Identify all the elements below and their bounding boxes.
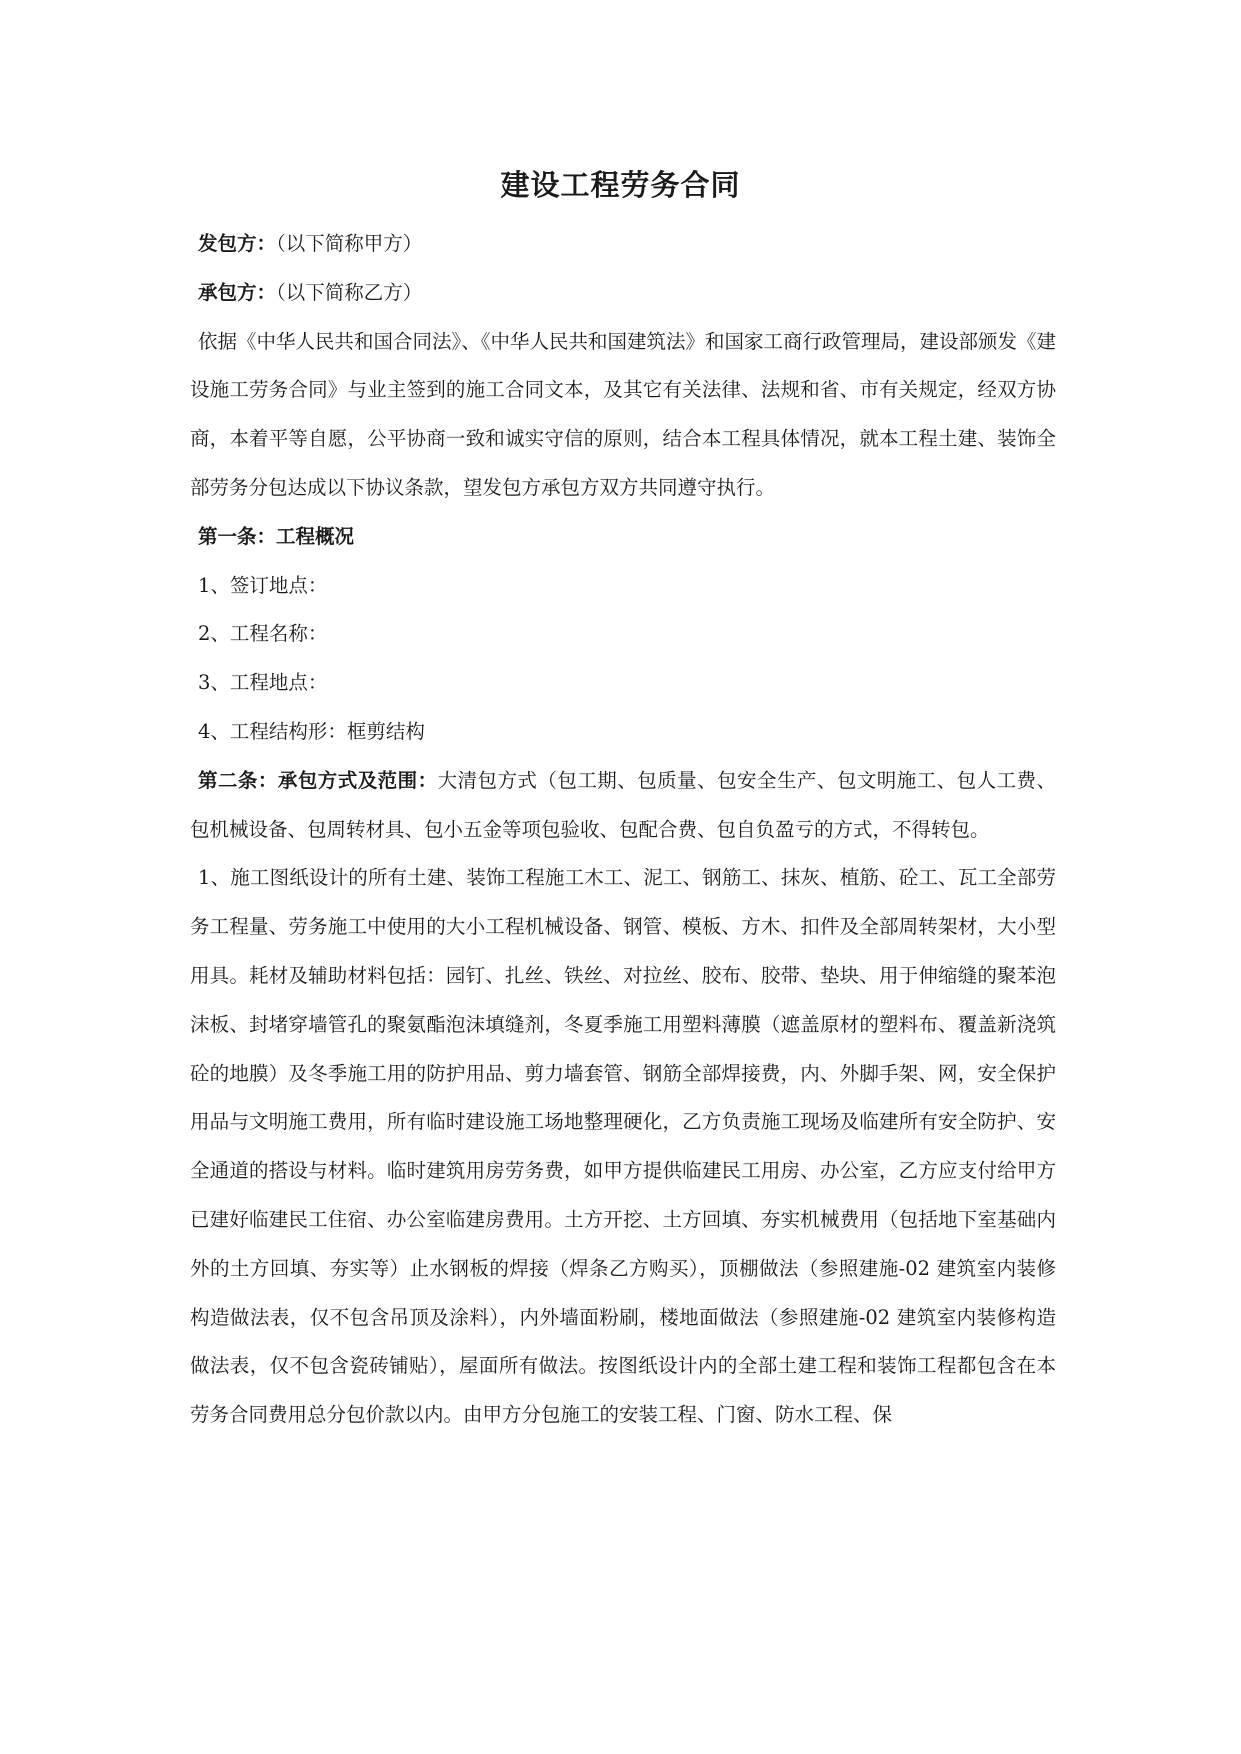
- article1-item-signing-place: 1、签订地点：: [198, 573, 328, 597]
- party-a-line: [190, 220, 1056, 269]
- party-a-label: 发包方：: [198, 232, 277, 255]
- article1-heading: 第一条：工程概况: [198, 524, 355, 548]
- article2-heading: 第二条：承包方式及范围：: [198, 768, 438, 792]
- article2-text: 大清包方式（包工期、包质量、包安全生产、包文明施工、包人工费、包机械设备、包周转材具、包小五金等项包验收、包配合费、包自负盈亏的方式，不得转包。: [190, 768, 1056, 841]
- article2-item1-paragraph: 1、施工图纸设计的所有土建、装饰工程施工木工、泥工、钢筋工、抹灰、植筋、砼工、瓦工全部劳务工程量、劳务施工中使用的大小工程机械设备、钢管、模板、方木、扣件及全部周转架材，大小型用具。耗材及辅助材料包括：园钉、扎丝、铁丝、对拉丝、胶布、胶带、垫块、用于伸缩缝的聚苯泡沫板、封堵穿墙管孔的聚氨酯泡沫填缝剂，冬夏季施工用塑料薄膜（遮盖原材的塑料布、覆盖新浇筑砼的地膜）及冬季施工用的防护用品、剪力墙套管、钢筋全部焊接费，内、外脚手架、网，安全保护用品与文明施工费用，所有临时建设施工场地整理硬化，乙方负责施工现场及临建所有安全防护、安全通道的搭设与材料。临时建筑用房劳务费，如甲方提供临建民工用房、办公室，乙方应支付给甲方已建好临建民工住宿、办公室临建房费用。土方开挖、土方回填、夯实机械费用（包括地下室基础内外的土方回填、夯实等）止水钢板的焊接（焊条乙方购买），顶棚做法（参照建施-02 建筑室内装修构造做法表，仅不包含吊顶及涂料），内外墙面粉刷，楼地面做法（参照建施-02 建筑室内装修构造做法表，仅不包含瓷砖铺贴），屋面所有做法。按图纸设计内的全部土建工程和装饰工程都包含在本劳务合同费用总分包价款以内。由甲方分包施工的安装工程、门窗、防水工程、保: [190, 866, 1056, 1427]
- document-title: 建设工程劳务合同: [500, 168, 741, 202]
- article1-item-project-location: 3、工程地点：: [198, 671, 328, 695]
- party-b-label: 承包方：: [198, 280, 277, 304]
- party-b-line: [190, 269, 1056, 318]
- article2-paragraph: [190, 757, 1056, 855]
- party-a-value: （以下简称甲方）: [276, 232, 423, 255]
- document-body: [190, 220, 1056, 1440]
- article1-item-project-name: 2、工程名称：: [198, 622, 328, 646]
- party-b-value: （以下简称乙方）: [276, 280, 423, 304]
- preamble-paragraph: 依据《中华人民共和国合同法》、《中华人民共和国建筑法》和国家工商行政管理局，建设部颁发《建设施工劳务合同》与业主签到的施工合同文本，及其它有关法律、法规和省、市有关规定，经双方协商，本着平等自愿，公平协商一致和诚实守信的原则，结合本工程具体情况，就本工程土建、装饰全部劳务分包达成以下协议条款，望发包方承包方双方共同遵守执行。: [190, 329, 1057, 499]
- article1-item-structure: 4、工程结构形：框剪结构: [198, 719, 425, 743]
